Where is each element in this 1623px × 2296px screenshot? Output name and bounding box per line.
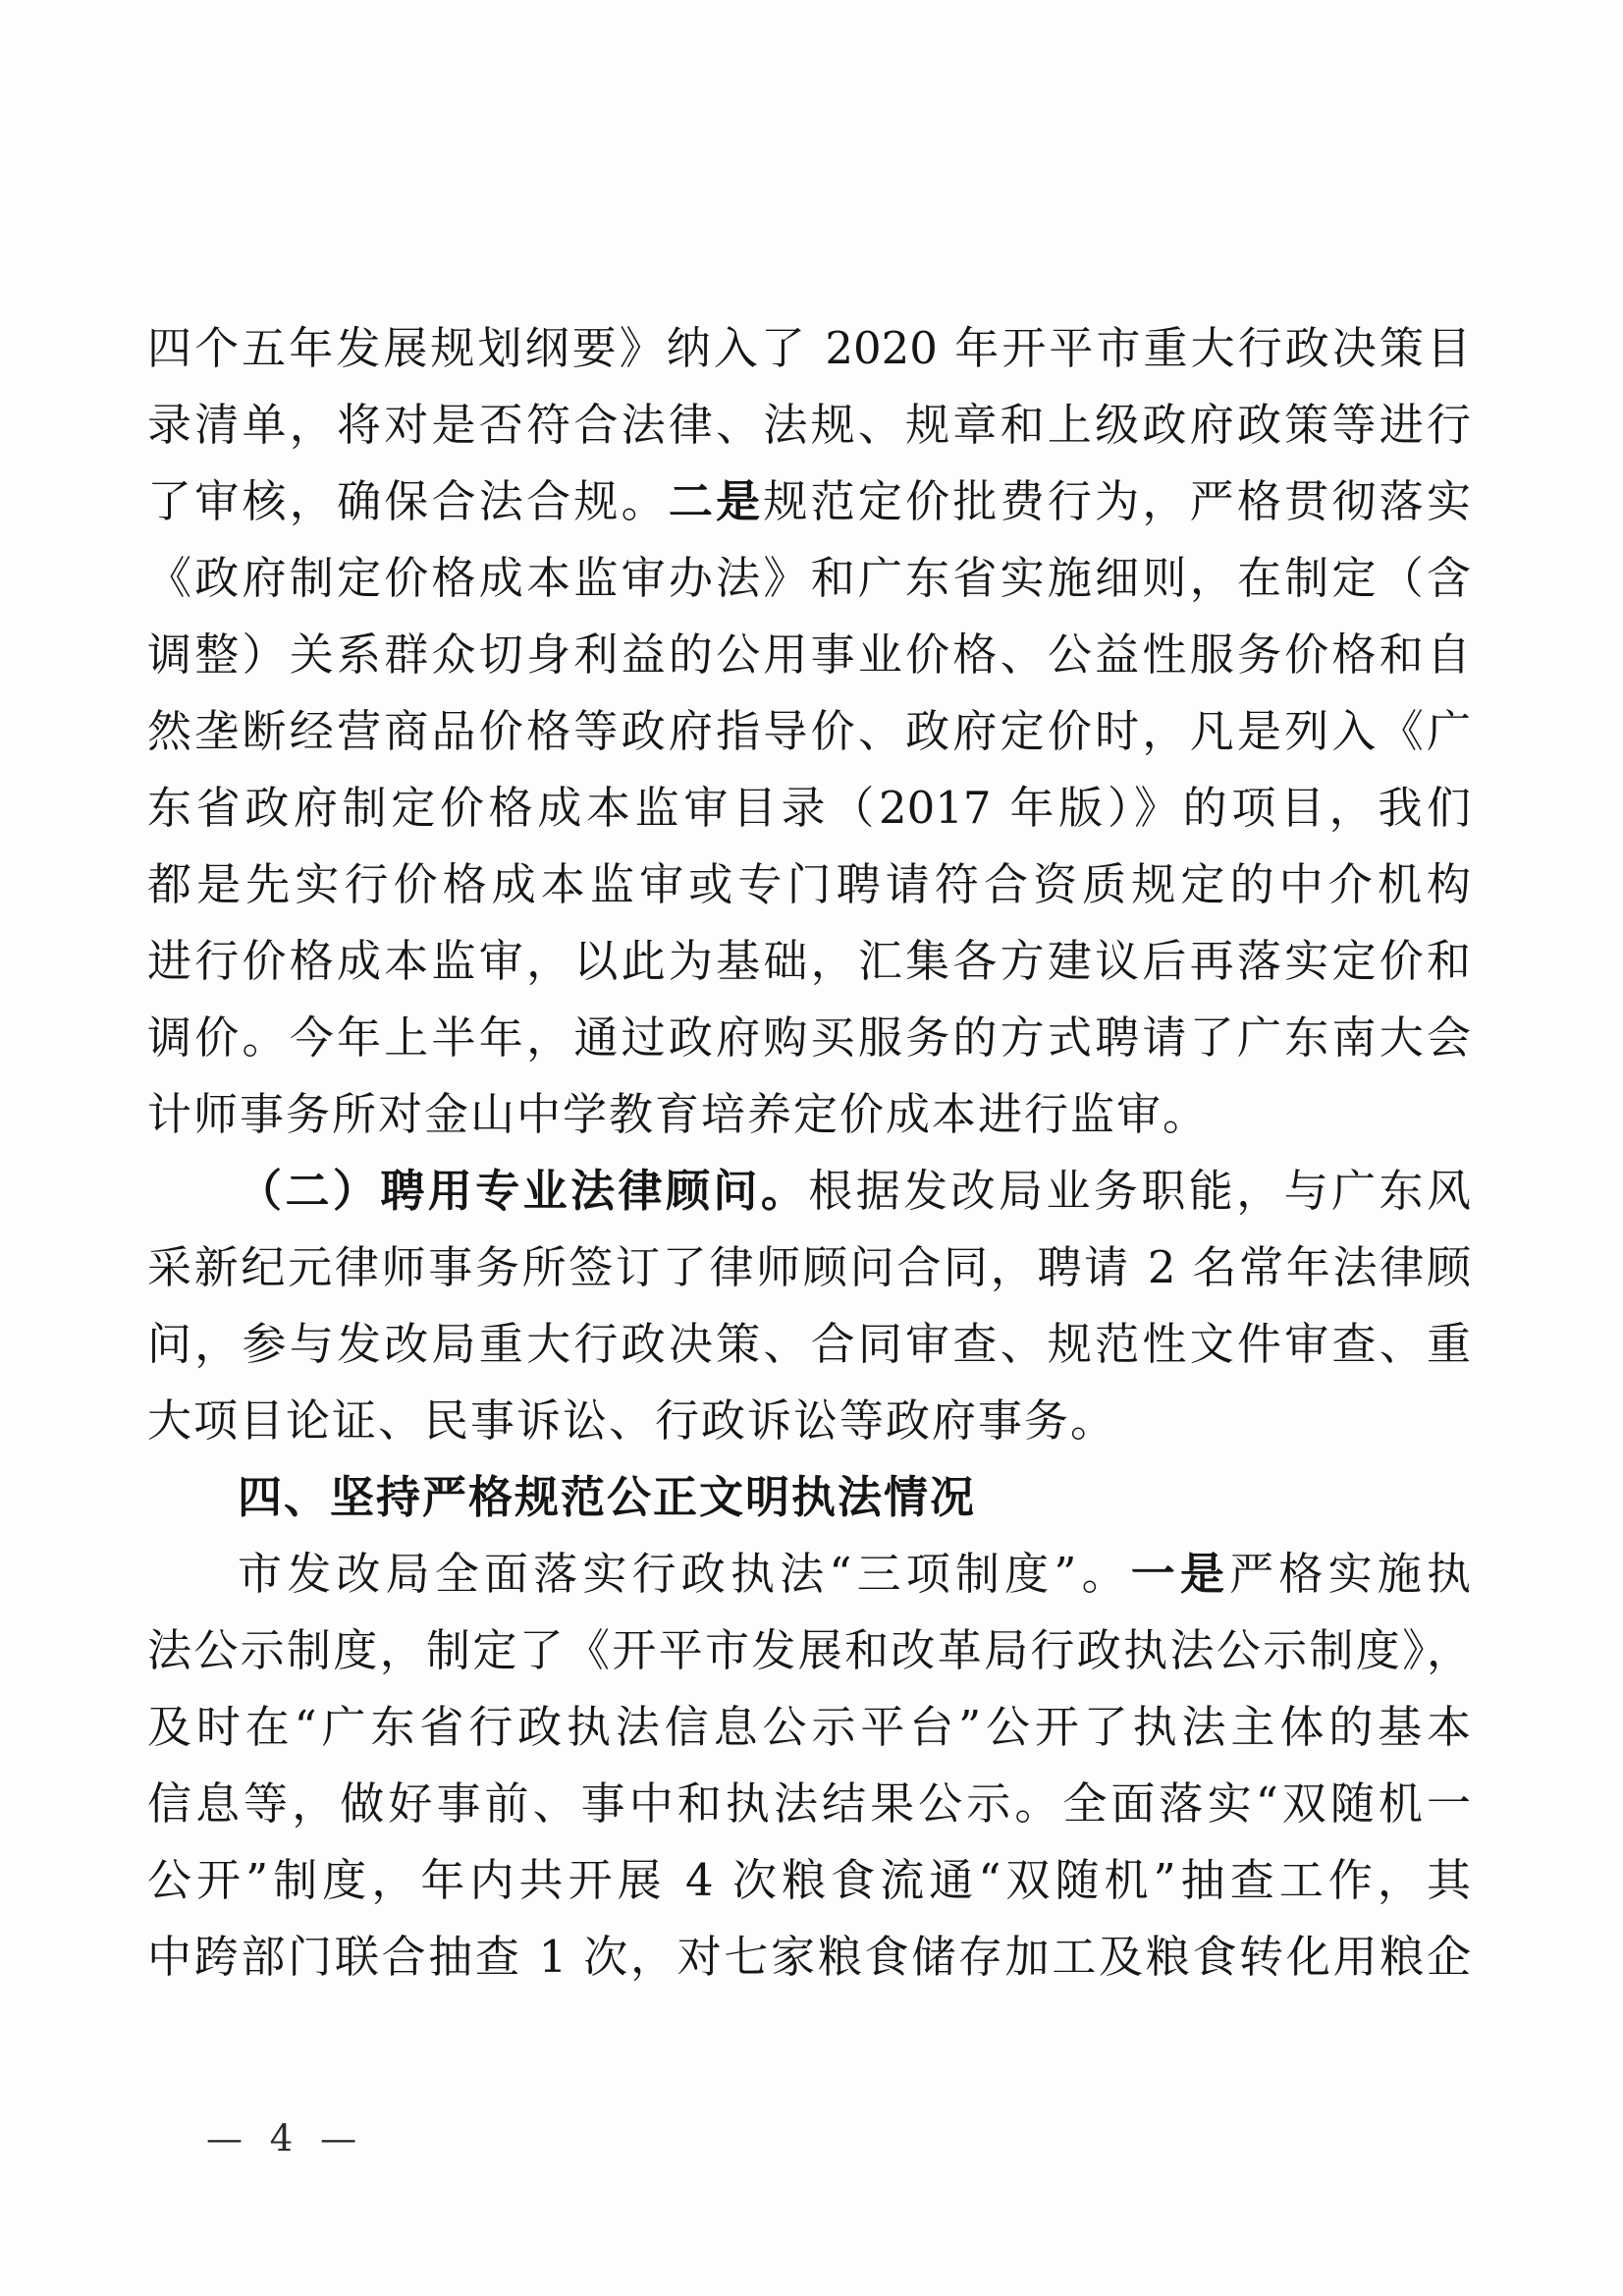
text-line: [147, 923, 1471, 1000]
text-line: [147, 1383, 1471, 1459]
text-segment: 计师事务所对金山中学教育培养定价成本进行监审。: [147, 1088, 1210, 1140]
text-line: [147, 617, 1471, 693]
text-line: [147, 693, 1471, 770]
text-segment: 采新纪元律师事务所签订了律师顾问合同，聘请 2 名常年法律顾: [147, 1241, 1471, 1293]
text-segment: 公开”制度，年内共开展 4 次粮食流通“双随机”抽查工作，其: [147, 1854, 1471, 1906]
text-segment: 进行价格成本监审，以此为基础，汇集各方建议后再落实定价和: [147, 935, 1471, 987]
text-segment: 《政府制定价格成本监审办法》和广东省实施细则，在制定（含: [147, 552, 1471, 604]
text-segment: 根据发改局业务职能，与广东风: [808, 1165, 1471, 1217]
text-line: [147, 310, 1471, 387]
text-line: [147, 1613, 1471, 1689]
page-number: — 4 —: [206, 2117, 365, 2159]
bold-text-segment: 二是: [668, 475, 764, 527]
text-line: [147, 464, 1471, 540]
text-segment: 及时在“广东省行政执法信息公示平台”公开了执法主体的基本: [147, 1701, 1471, 1753]
text-segment: 调整）关系群众切身利益的公用事业价格、公益性服务价格和自: [147, 629, 1471, 681]
text-line: [147, 540, 1471, 617]
text-segment: 规范定价批费行为，严格贯彻落实: [763, 475, 1471, 527]
text-segment: 信息等，做好事前、事中和执法结果公示。全面落实“双随机一: [147, 1777, 1471, 1830]
text-line: [147, 1766, 1471, 1842]
text-segment: 了审核，确保合法合规。: [147, 475, 669, 527]
text-segment: 东省政府制定价格成本监审目录（2017 年版）》的项目，我们: [147, 782, 1471, 834]
text-line: [147, 387, 1471, 464]
text-segment: 大项目论证、民事诉讼、行政诉讼等政府事务。: [147, 1394, 1117, 1447]
text-line: [147, 1306, 1471, 1383]
text-segment: 录清单，将对是否符合法律、法规、规章和上级政府政策等进行: [147, 399, 1471, 451]
bold-text-segment: 一是: [1130, 1548, 1230, 1600]
text-segment: 调价。今年上半年，通过政府购买服务的方式聘请了广东南大会: [147, 1011, 1471, 1064]
bold-text-segment: （二）聘用专业法律顾问。: [238, 1165, 809, 1217]
text-line: [147, 1842, 1471, 1919]
text-line: [147, 1076, 1471, 1153]
text-segment: 法公示制度，制定了《开平市发展和改革局行政执法公示制度》，: [147, 1624, 1471, 1676]
text-segment: 问，参与发改局重大行政决策、合同审查、规范性文件审查、重: [147, 1318, 1471, 1370]
text-segment: 四个五年发展规划纲要》纳入了 2020 年开平市重大行政决策目: [147, 322, 1471, 374]
text-line: [147, 1689, 1471, 1766]
bold-text-segment: 四、坚持严格规范公正文明执法情况: [238, 1471, 977, 1523]
text-segment: 都是先实行价格成本监审或专门聘请符合资质规定的中介机构: [147, 858, 1471, 910]
text-segment: 然垄断经营商品价格等政府指导价、政府定价时，凡是列入《广: [147, 705, 1471, 757]
text-line: [147, 1000, 1471, 1076]
text-line: [147, 847, 1471, 923]
text-line: [147, 1536, 1471, 1613]
document-body: [147, 310, 1471, 1995]
text-line: [147, 1153, 1471, 1230]
text-line: [147, 1459, 1471, 1536]
text-segment: 中跨部门联合抽查 1 次，对七家粮食储存加工及粮食转化用粮企: [147, 1931, 1471, 1983]
text-segment: 市发改局全面落实行政执法“三项制度”。: [238, 1548, 1131, 1600]
text-segment: 严格实施执: [1229, 1548, 1471, 1600]
text-line: [147, 770, 1471, 847]
text-line: [147, 1919, 1471, 1995]
text-line: [147, 1230, 1471, 1306]
